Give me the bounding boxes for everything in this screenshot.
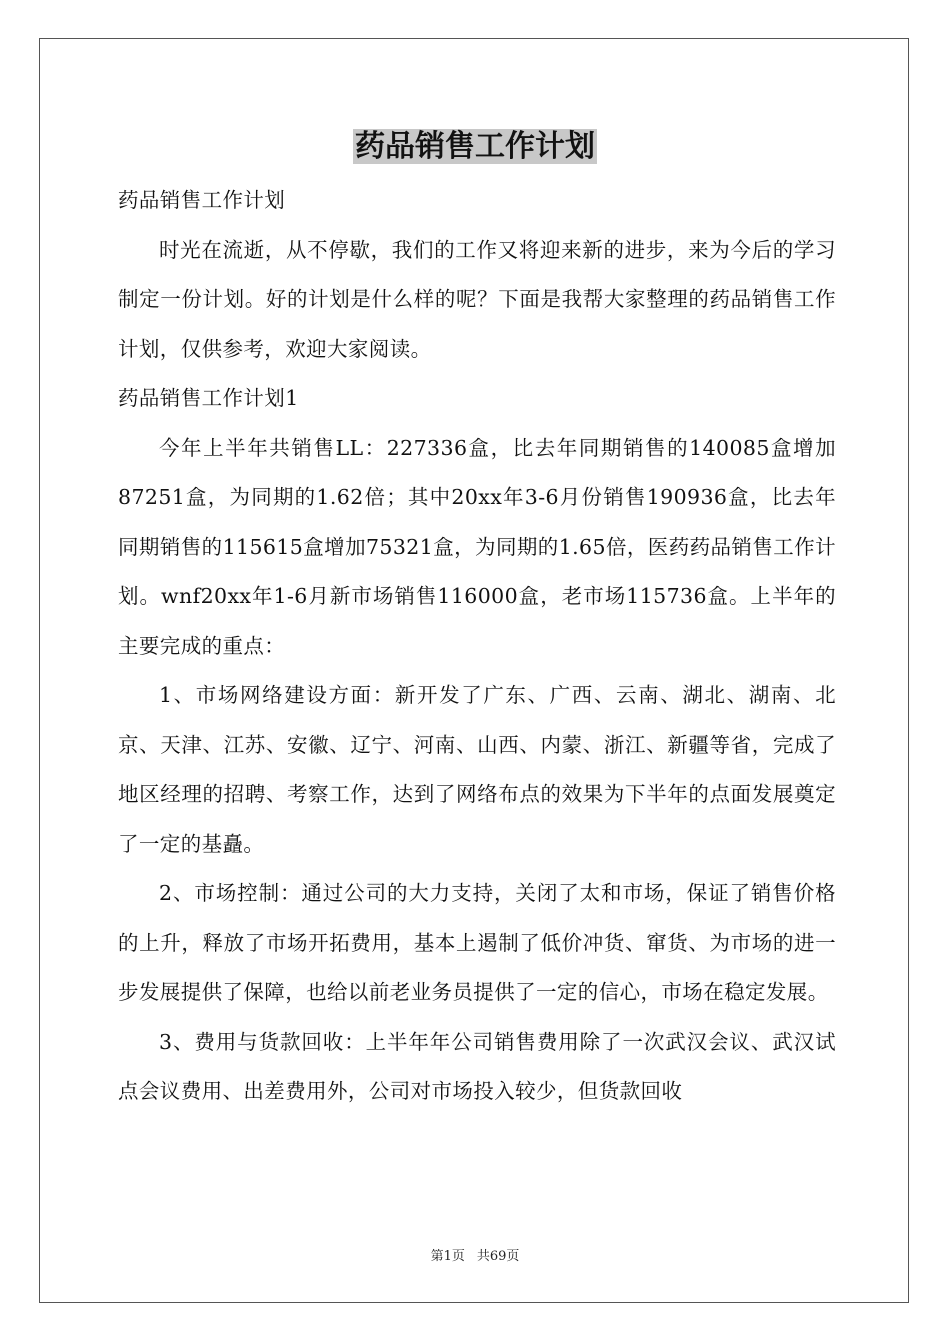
document-title-text: 药品销售工作计划 (355, 129, 595, 164)
document-body (118, 176, 836, 1117)
page-number: 第1页 (430, 1249, 465, 1264)
expense-paragraph: 3、费用与货款回收：上半年年公司销售费用除了一次武汉会议、武汉试点会议费用、出差费用外，公司对市场投入较少，但货款回收 (118, 1029, 836, 1103)
sales-summary-paragraph: 今年上半年共销售LL：227336盒，比去年同期销售的140085盒增加87251盒，为同期的1.62倍；其中20xx年3-6月份销售190936盒，比去年同期销售的115615盒增加75321盒，为同期的1.65倍，医药药品销售工作计划。wnf20xx年1-6月新市场销售116000盒，老市场115736盒。上半年的主要完成的重点： (118, 435, 836, 658)
page-footer (0, 1248, 950, 1266)
market-network-paragraph: 1、市场网络建设方面：新开发了广东、广西、云南、湖北、湖南、北京、天津、江苏、安徽、辽宁、河南、山西、内蒙、浙江、新疆等省，完成了地区经理的招聘、考察工作，达到了网络布点的效果为下半年的点面发展奠定了一定的基矗。 (118, 683, 836, 856)
subtitle-line: 药品销售工作计划 (118, 188, 286, 212)
document-title (0, 125, 950, 169)
market-control-paragraph: 2、市场控制：通过公司的大力支持，关闭了太和市场，保证了销售价格的上升，释放了市场开拓费用，基本上遏制了低价冲货、窜货、为市场的进一步发展提供了保障，也给以前老业务员提供了一定的信心，市场在稳定发展。 (118, 881, 836, 1004)
intro-paragraph: 时光在流逝，从不停歇，我们的工作又将迎来新的进步，来为今后的学习制定一份计划。好的计划是什么样的呢？下面是我帮大家整理的药品销售工作计划，仅供参考，欢迎大家阅读。 (118, 237, 836, 361)
page-total: 共69页 (476, 1249, 520, 1264)
section-heading: 药品销售工作计划1 (118, 386, 299, 410)
